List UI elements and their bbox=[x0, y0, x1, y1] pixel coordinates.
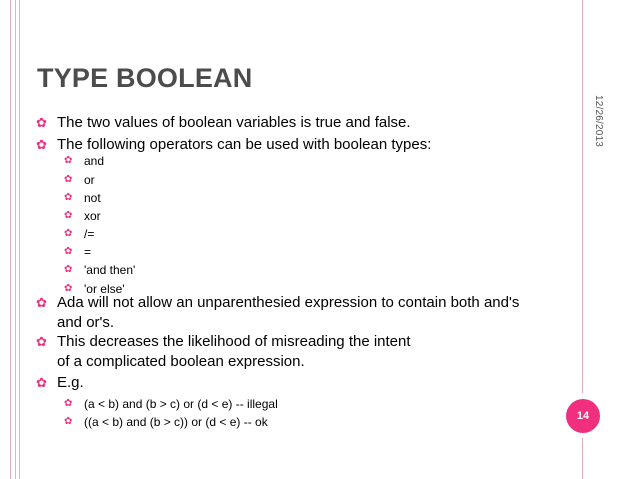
left-border-line-2 bbox=[15, 0, 16, 479]
flower-bullet-icon: ✿ bbox=[64, 155, 73, 166]
right-rule-bottom bbox=[582, 438, 583, 479]
flower-bullet-icon: ✿ bbox=[36, 375, 47, 390]
operator-item: and bbox=[84, 154, 105, 168]
flower-bullet-icon: ✿ bbox=[64, 210, 73, 221]
flower-bullet-icon: ✿ bbox=[64, 246, 73, 257]
flower-bullet-icon: ✿ bbox=[36, 295, 47, 310]
operator-item: = bbox=[84, 245, 92, 259]
example-item: (a < b) and (b > c) or (d < e) -- illegal bbox=[84, 397, 278, 411]
operator-item: or bbox=[84, 173, 95, 187]
left-border-line-1 bbox=[10, 0, 11, 479]
flower-bullet-icon: ✿ bbox=[64, 416, 73, 427]
operator-item: 'and then' bbox=[84, 263, 136, 277]
page-number-badge: 14 bbox=[566, 399, 600, 433]
flower-bullet-icon: ✿ bbox=[64, 398, 73, 409]
flower-bullet-icon: ✿ bbox=[64, 174, 73, 185]
flower-bullet-icon: ✿ bbox=[64, 283, 73, 294]
bullet-continuation: of a complicated boolean expression. bbox=[57, 353, 305, 370]
bullet-item: This decreases the likelihood of misreading the intent bbox=[57, 333, 411, 350]
left-border-line-3 bbox=[19, 0, 20, 479]
bullet-item: The following operators can be used with boolean types: bbox=[57, 136, 432, 153]
bullet-item: E.g. bbox=[57, 374, 84, 391]
bullet-item: Ada will not allow an unparenthesied expression to contain both and's and or's. bbox=[57, 294, 520, 331]
example-item: ((a < b) and (b > c)) or (d < e) -- ok bbox=[84, 415, 268, 429]
flower-bullet-icon: ✿ bbox=[64, 228, 73, 239]
flower-bullet-icon: ✿ bbox=[64, 264, 73, 275]
slide-title: TYPE BOOLEAN bbox=[37, 63, 253, 93]
right-rule-top bbox=[582, 0, 583, 393]
bullet-item: The two values of boolean variables is true and false. bbox=[57, 114, 411, 131]
operator-item: /= bbox=[84, 227, 95, 241]
operator-item: 'or else' bbox=[84, 282, 125, 296]
flower-bullet-icon: ✿ bbox=[36, 115, 47, 130]
flower-bullet-icon: ✿ bbox=[64, 192, 73, 203]
operator-item: xor bbox=[84, 209, 101, 223]
slide-date: 12/26/2013 bbox=[593, 95, 604, 148]
flower-bullet-icon: ✿ bbox=[36, 334, 47, 349]
flower-bullet-icon: ✿ bbox=[36, 137, 47, 152]
operator-item: not bbox=[84, 191, 101, 205]
